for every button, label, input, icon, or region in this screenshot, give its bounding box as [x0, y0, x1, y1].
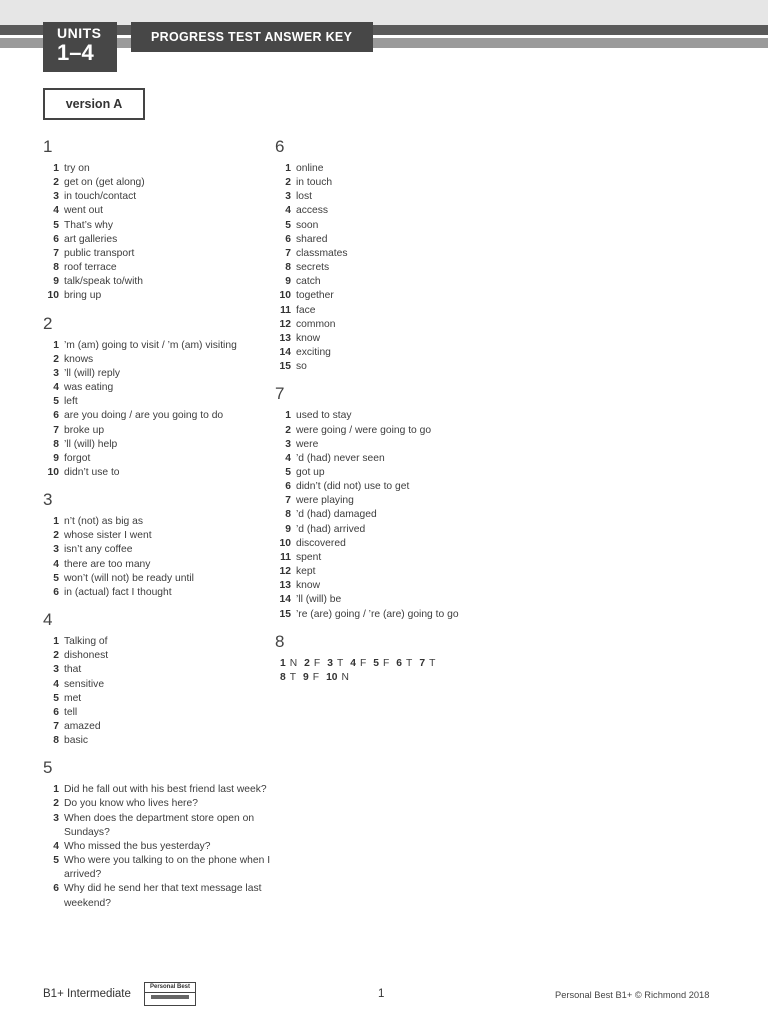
answer-item [275, 332, 515, 346]
answer-item [43, 162, 273, 176]
page-title: PROGRESS TEST ANSWER KEY [131, 22, 373, 52]
footer-level: B1+ Intermediate [43, 988, 131, 1000]
true-false-pair [303, 672, 319, 683]
item-answer: met [64, 692, 82, 704]
item-answer: didn’t use to [64, 466, 120, 478]
answer-item [43, 339, 273, 353]
answer-item [43, 663, 273, 677]
answer-item [275, 551, 515, 565]
answer-item [275, 593, 515, 607]
item-number: 7 [419, 657, 426, 669]
item-answer: talk/speak to/with [64, 276, 143, 288]
answer-section-8 [275, 631, 515, 685]
true-false-pair [373, 658, 389, 669]
true-false-pair [280, 658, 297, 669]
item-answer: were playing [296, 495, 354, 507]
section-number: 7 [275, 384, 285, 404]
item-number: 5 [285, 219, 291, 231]
answer-item [43, 635, 273, 649]
item-answer: catch [296, 276, 321, 288]
item-number: 1 [53, 163, 59, 174]
section-number: 3 [43, 490, 53, 510]
item-answer: spent [296, 551, 322, 563]
item-answer: Who missed the bus yesterday? [64, 840, 211, 852]
answer-item [275, 565, 515, 579]
item-answer: T [406, 657, 413, 669]
item-number: 8 [53, 735, 59, 747]
item-answer: ’ll (will) be [296, 594, 342, 606]
answer-item [43, 261, 273, 275]
item-answer: exciting [296, 347, 331, 359]
answer-item [43, 176, 273, 190]
section-number: 1 [43, 137, 53, 156]
answer-item [275, 424, 515, 438]
item-number: 15 [279, 608, 291, 620]
item-number: 8 [280, 671, 286, 683]
item-answer: dishonest [64, 650, 109, 662]
item-number: 4 [53, 678, 59, 690]
true-false-line [280, 671, 515, 685]
item-number: 1 [53, 516, 59, 528]
item-answer: T [336, 657, 344, 669]
item-answer: sensitive [64, 678, 105, 690]
section-number: 8 [275, 631, 285, 651]
item-number: 11 [280, 304, 291, 316]
item-answer: get on (get along) [64, 177, 145, 189]
item-answer: was eating [64, 382, 114, 394]
item-answer: went out [64, 205, 103, 217]
item-number: 14 [279, 347, 291, 359]
item-number: 10 [279, 290, 291, 302]
true-false-pair [419, 658, 435, 669]
item-answer: public transport [64, 247, 135, 259]
item-number: 3 [285, 191, 291, 203]
item-number: 6 [53, 706, 59, 718]
item-answer: broke up [64, 424, 105, 436]
personal-best-logo [144, 982, 196, 1006]
item-number: 1 [285, 163, 291, 174]
item-answer: F [359, 657, 367, 669]
item-number: 5 [53, 572, 59, 584]
answer-item [43, 190, 273, 204]
item-answer: in touch/contact [64, 191, 137, 203]
answer-item [43, 840, 273, 854]
item-answer: F [313, 657, 321, 669]
item-number: 4 [53, 840, 59, 852]
item-answer: Why did he send her that text message last weekend? [64, 883, 262, 909]
section-number: 5 [43, 758, 53, 778]
answer-section [275, 383, 515, 621]
item-answer: kept [296, 566, 316, 578]
item-number: 2 [53, 530, 59, 542]
item-number: 11 [280, 551, 291, 563]
answer-item [275, 360, 515, 374]
item-answer: discovered [296, 537, 346, 549]
item-answer: used to stay [296, 410, 352, 422]
item-number: 2 [53, 650, 59, 662]
item-answer: ’d (had) arrived [296, 523, 366, 535]
answer-item [275, 346, 515, 360]
item-number: 4 [53, 558, 59, 570]
answer-item [43, 692, 273, 706]
item-number: 7 [53, 721, 59, 732]
section-number: 4 [43, 610, 53, 630]
item-answer: soon [296, 219, 319, 231]
answer-item [43, 275, 273, 289]
answer-item [275, 452, 515, 466]
answer-item [275, 162, 515, 176]
true-false-line [280, 657, 515, 671]
item-answer: were going / were going to go [296, 424, 432, 436]
item-number: 7 [285, 247, 291, 259]
item-answer: roof terrace [64, 262, 117, 274]
item-number: 4 [285, 452, 291, 464]
version-label: version A [43, 88, 145, 120]
item-answer: common [296, 318, 336, 330]
item-number: 6 [53, 233, 59, 245]
item-answer: together [296, 290, 334, 302]
item-number: 8 [53, 262, 59, 274]
logo-text: Personal Best [145, 983, 195, 993]
logo-bar [151, 995, 189, 999]
answer-item [43, 353, 273, 367]
answer-item [43, 649, 273, 663]
answer-item [43, 529, 273, 543]
answer-item [275, 190, 515, 204]
item-answer: T [289, 671, 297, 683]
item-number: 4 [285, 205, 291, 217]
item-answer: ’m (am) going to visit / ’m (am) visiting [64, 339, 237, 351]
page-number: 1 [378, 988, 385, 1000]
answer-item [43, 558, 273, 572]
true-false-pair [396, 658, 412, 669]
item-answer: in touch [296, 177, 333, 189]
answer-item [275, 204, 515, 218]
units-range: 1–4 [57, 40, 94, 65]
answer-item [43, 367, 273, 381]
item-number: 10 [47, 466, 59, 478]
item-answer: know [296, 580, 321, 592]
item-answer: access [296, 205, 329, 217]
answer-item [275, 466, 515, 480]
item-number: 3 [327, 657, 333, 669]
answer-item [275, 247, 515, 261]
item-answer: tell [64, 706, 78, 718]
item-number: 3 [53, 812, 59, 824]
item-answer: T [429, 657, 436, 669]
answer-item [275, 219, 515, 233]
item-number: 13 [279, 580, 291, 592]
item-number: 10 [279, 537, 291, 549]
item-answer: won’t (will not) be ready until [64, 572, 194, 584]
item-number: 8 [285, 262, 291, 274]
item-answer: F [312, 671, 320, 683]
section-number: 2 [43, 313, 53, 333]
item-number: 8 [285, 509, 291, 521]
item-number: 1 [53, 784, 59, 796]
answer-item [275, 261, 515, 275]
true-false-pair [280, 672, 296, 683]
answer-item [43, 515, 273, 529]
item-answer: were [296, 438, 319, 450]
item-answer: When does the department store open on Sundays? [64, 812, 255, 838]
item-answer: that [64, 664, 82, 676]
item-number: 10 [47, 290, 59, 302]
item-answer: got up [296, 466, 325, 478]
item-number: 6 [396, 657, 403, 669]
item-number: 6 [53, 883, 59, 895]
item-number: 2 [53, 177, 59, 189]
answer-item [43, 586, 273, 600]
answer-item [43, 812, 273, 840]
item-answer: secrets [296, 262, 330, 274]
right-column [275, 136, 515, 694]
item-answer: in (actual) fact I thought [64, 586, 172, 598]
item-number: 9 [303, 671, 309, 683]
answer-item [275, 537, 515, 551]
item-number: 1 [53, 636, 59, 648]
item-answer: basic [64, 735, 89, 747]
item-answer: left [64, 396, 78, 408]
item-number: 2 [285, 177, 291, 189]
answer-item [275, 233, 515, 247]
item-number: 1 [280, 657, 286, 669]
answer-item [275, 176, 515, 190]
answer-item [43, 466, 273, 480]
answer-item [43, 204, 273, 218]
item-answer: lost [296, 191, 313, 203]
item-number: 6 [53, 410, 59, 422]
item-number: 12 [279, 566, 291, 578]
answer-item [275, 289, 515, 303]
item-answer: ’ll (will) reply [64, 367, 121, 379]
item-answer: knows [64, 353, 94, 365]
item-answer: ’d (had) never seen [296, 452, 385, 464]
true-false-pair [350, 658, 366, 669]
item-number: 4 [53, 382, 59, 394]
item-answer: amazed [64, 721, 101, 732]
section-number: 6 [275, 137, 285, 156]
answer-item [43, 706, 273, 720]
item-number: 5 [53, 396, 59, 408]
item-answer: n’t (not) as big as [64, 516, 143, 528]
item-number: 4 [53, 205, 59, 217]
item-answer: isn’t any coffee [64, 544, 133, 556]
item-answer: art galleries [64, 233, 118, 245]
item-answer: N [289, 657, 298, 669]
answer-item [275, 409, 515, 423]
answer-item [43, 247, 273, 261]
answer-item [43, 381, 273, 395]
item-number: 3 [53, 664, 59, 676]
item-number: 6 [53, 586, 59, 598]
item-number: 8 [53, 438, 59, 450]
item-number: 2 [285, 424, 291, 436]
item-answer: Who were you talking to on the phone when I arrived? [64, 855, 271, 881]
answer-item [275, 608, 515, 622]
item-number: 3 [53, 191, 59, 203]
answer-section [43, 313, 273, 481]
answer-item [43, 543, 273, 557]
answer-item [43, 409, 273, 423]
item-answer: ’re (are) going / ’re (are) going to go [296, 608, 459, 620]
answer-item [275, 438, 515, 452]
answer-item [43, 572, 273, 586]
item-answer: whose sister I went [64, 530, 152, 542]
answer-item [43, 797, 273, 811]
answer-item [43, 233, 273, 247]
true-false-pair [326, 672, 349, 683]
answer-item [43, 882, 273, 910]
item-number: 9 [285, 276, 291, 288]
item-number: 10 [326, 671, 338, 683]
item-answer: Did he fall out with his best friend last week? [64, 784, 267, 796]
item-answer: bring up [64, 290, 102, 302]
item-answer: online [296, 163, 324, 174]
item-number: 9 [53, 276, 59, 288]
item-answer: That’s why [64, 219, 114, 231]
answer-section [43, 609, 273, 748]
item-number: 5 [285, 466, 291, 478]
answer-item [275, 494, 515, 508]
item-answer: F [383, 657, 390, 669]
item-answer: didn’t (did not) use to get [296, 481, 410, 493]
item-number: 7 [53, 247, 59, 259]
answer-item [275, 508, 515, 522]
answer-item [275, 523, 515, 537]
item-number: 13 [279, 332, 291, 344]
answer-section [43, 489, 273, 600]
item-answer: ’ll (will) help [64, 438, 118, 450]
item-number: 5 [53, 692, 59, 704]
item-number: 5 [373, 657, 379, 669]
item-answer: N [341, 671, 349, 683]
answer-item [43, 720, 273, 734]
answer-item [43, 219, 273, 233]
answer-item [43, 438, 273, 452]
answer-item [43, 452, 273, 466]
item-number: 15 [279, 361, 291, 373]
item-number: 7 [285, 495, 291, 507]
item-number: 1 [53, 339, 59, 351]
item-number: 9 [53, 452, 59, 464]
item-answer: forgot [64, 452, 91, 464]
item-number: 2 [304, 657, 310, 669]
item-number: 2 [53, 798, 59, 810]
item-answer: ’d (had) damaged [296, 509, 377, 521]
item-answer: know [296, 332, 321, 344]
item-number: 3 [53, 544, 59, 556]
item-number: 4 [350, 657, 356, 669]
answer-item [43, 678, 273, 692]
item-answer: classmates [296, 247, 348, 259]
answer-item [43, 289, 273, 303]
item-number: 12 [279, 318, 291, 330]
answer-section [43, 757, 273, 910]
item-number: 2 [53, 353, 59, 365]
item-number: 3 [53, 367, 59, 379]
left-column [43, 136, 273, 920]
item-number: 6 [285, 481, 291, 493]
answer-item [43, 783, 273, 797]
item-answer: try on [64, 163, 90, 174]
item-number: 7 [53, 424, 59, 436]
answer-item [275, 275, 515, 289]
item-number: 3 [285, 438, 291, 450]
item-answer: are you doing / are you going to do [64, 410, 224, 422]
item-number: 9 [285, 523, 291, 535]
item-answer: face [296, 304, 316, 316]
item-number: 1 [285, 410, 291, 422]
true-false-pair [304, 658, 320, 669]
item-answer: so [296, 361, 307, 373]
answer-item [43, 424, 273, 438]
answer-item [43, 395, 273, 409]
item-number: 6 [285, 233, 291, 245]
footer-copyright: Personal Best B1+ © Richmond 2018 [555, 990, 710, 1000]
answer-section [43, 136, 273, 304]
answer-item [275, 304, 515, 318]
item-answer: Talking of [64, 636, 108, 648]
answer-item [43, 854, 273, 882]
item-number: 5 [53, 219, 59, 231]
item-answer: there are too many [64, 558, 151, 570]
units-badge [43, 22, 117, 72]
item-number: 5 [53, 855, 59, 867]
answer-section [275, 136, 515, 374]
answer-item [275, 318, 515, 332]
units-label: UNITS [57, 25, 102, 41]
item-answer: Do you know who lives here? [64, 798, 198, 810]
answer-item [275, 480, 515, 494]
answer-item [43, 734, 273, 748]
item-answer: shared [296, 233, 328, 245]
item-number: 14 [279, 594, 291, 606]
answer-item [275, 579, 515, 593]
true-false-pair [327, 658, 343, 669]
